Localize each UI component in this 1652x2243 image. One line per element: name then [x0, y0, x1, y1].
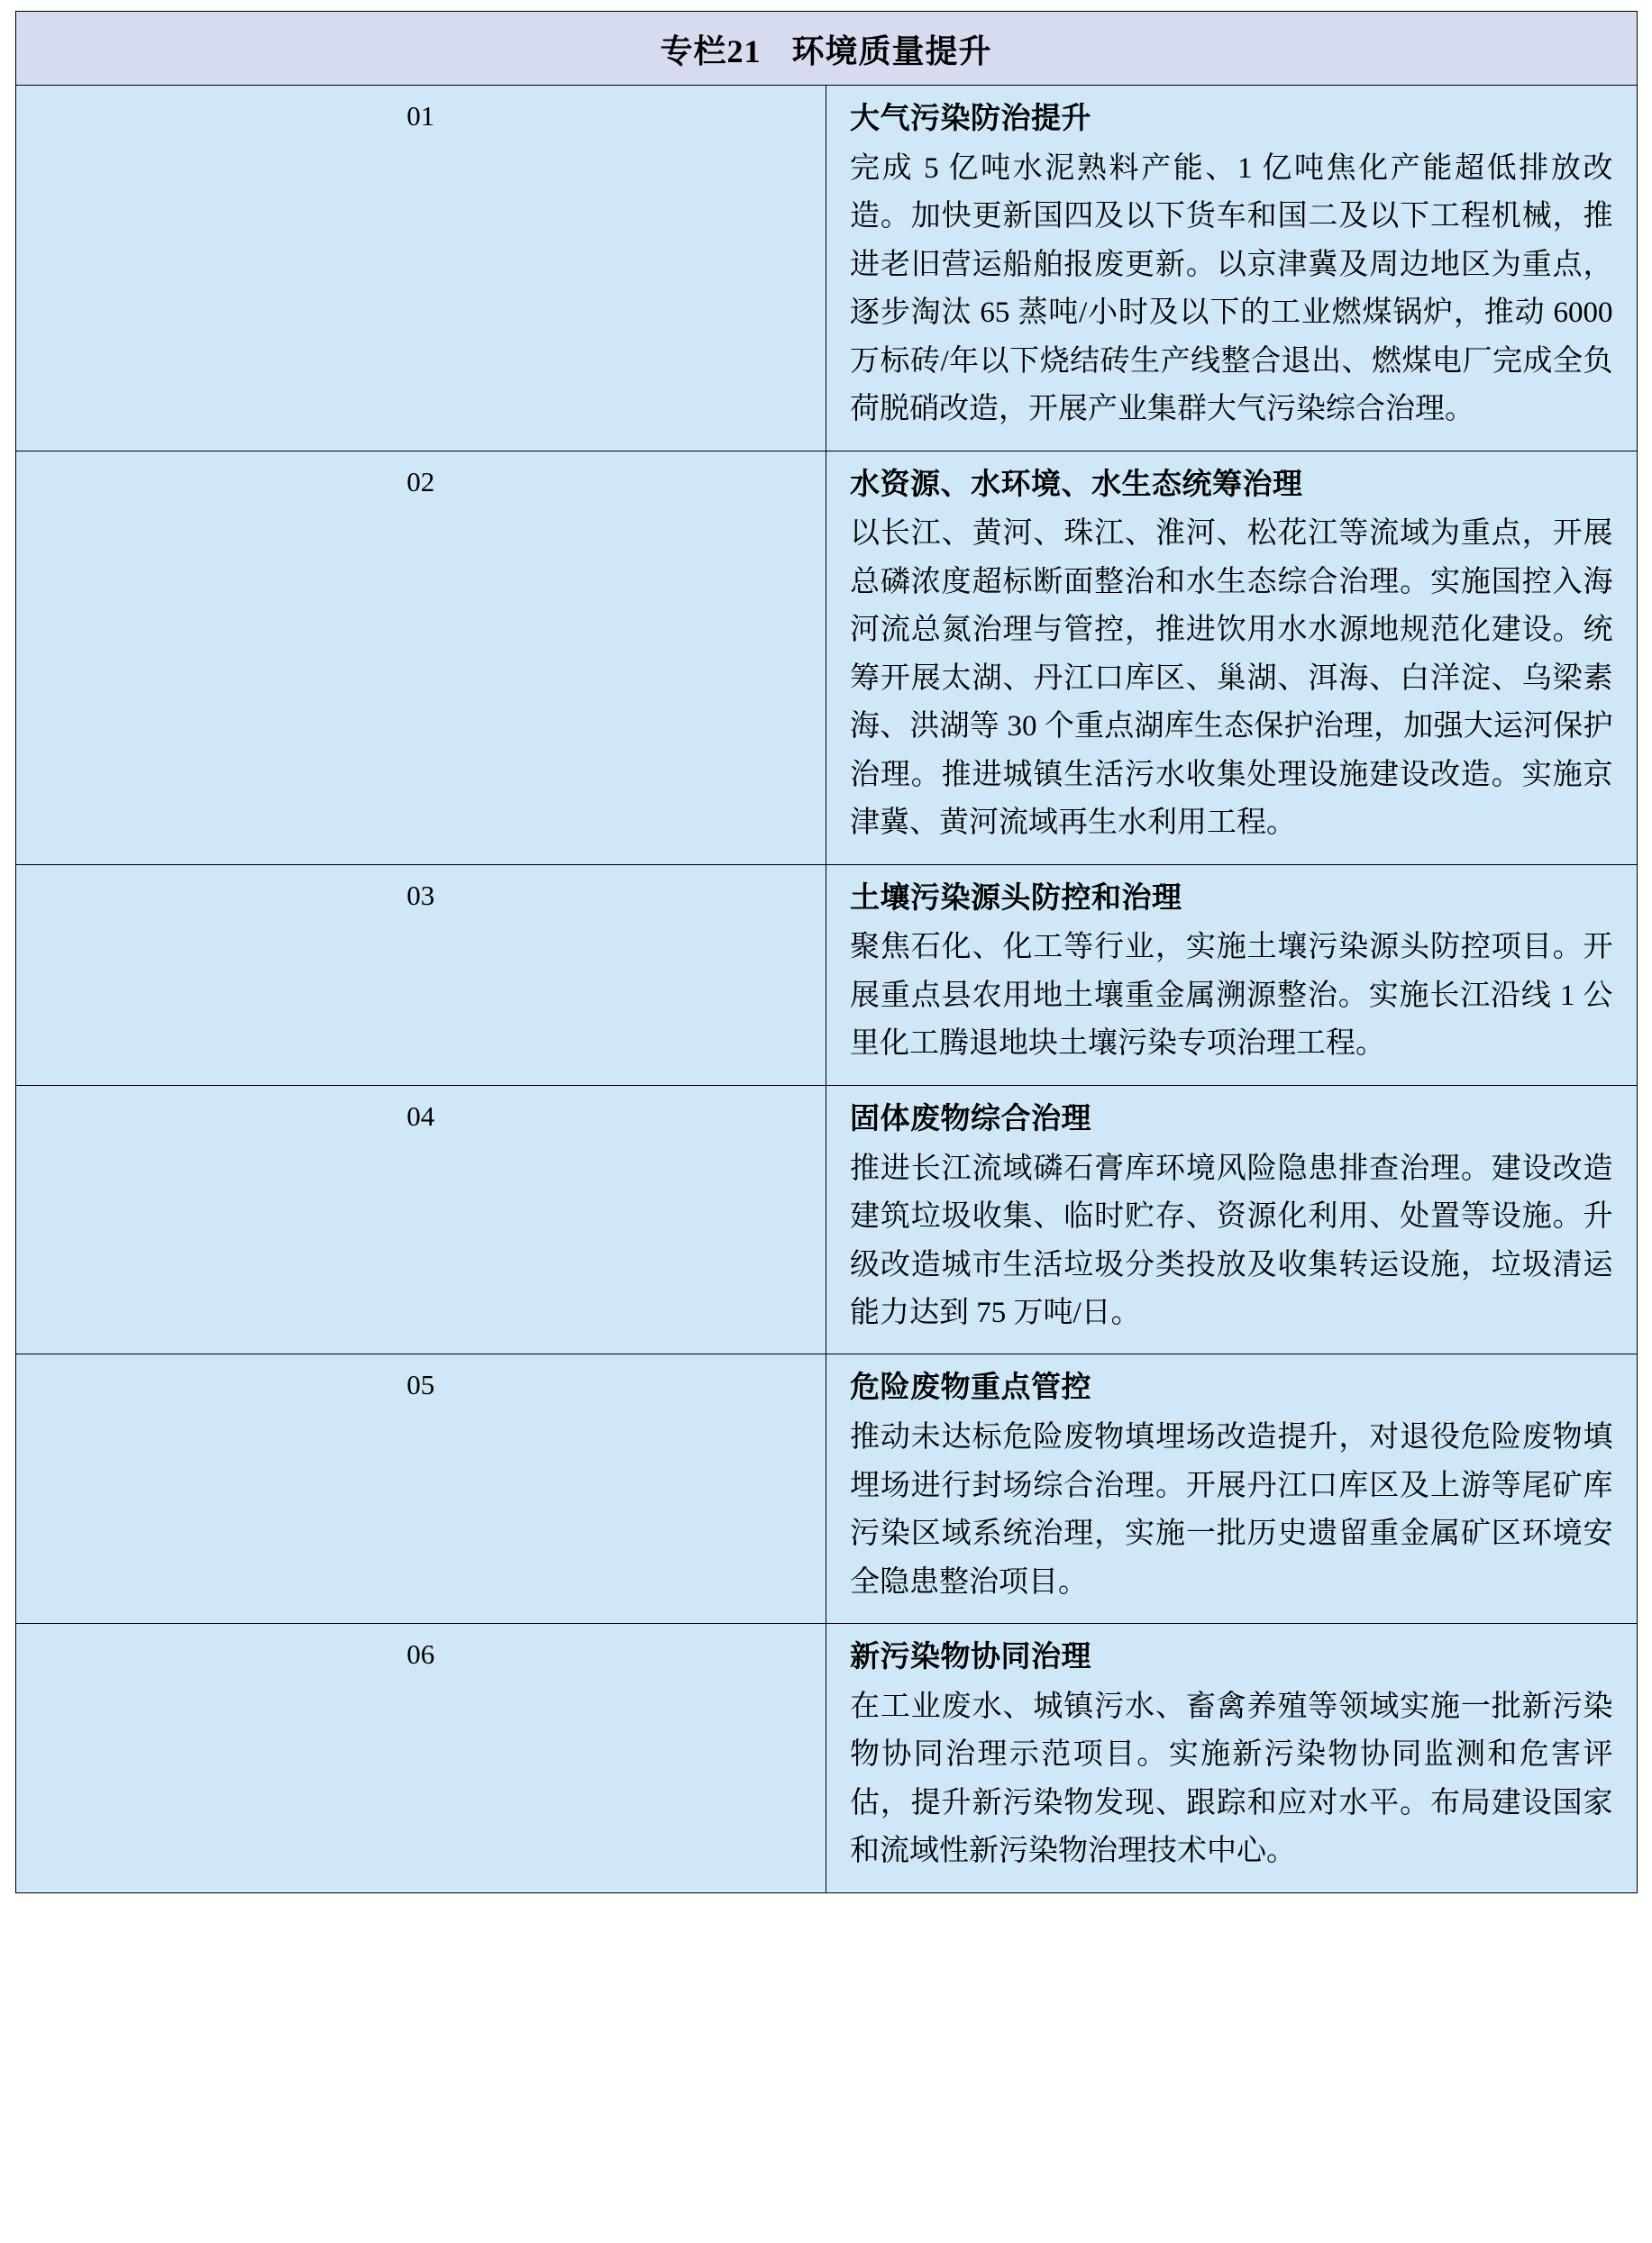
table-row: [15, 86, 1637, 451]
item-content: [826, 1085, 1638, 1354]
item-body: 以长江、黄河、珠江、淮河、松花江等流域为重点，开展总磷浓度超标断面整治和水生态综合治理。实施国控入海河流总氮治理与管控，推进饮用水水源地规范化建设。统筹开展太湖、丹江口库区、巢湖、洱海、白洋淀、乌梁素海、洪湖等 30 个重点湖库生态保护治理，加强大运河保护治理。推进城镇生活污水收集处理设施建设改造。实施京津冀、黄河流域再生水利用工程。: [850, 517, 1613, 840]
item-number: 04: [15, 1085, 826, 1354]
item-number: 05: [15, 1354, 826, 1624]
box-title: [15, 12, 1637, 86]
item-content: [826, 864, 1638, 1085]
item-content: [826, 1624, 1638, 1893]
item-content: [826, 1354, 1638, 1624]
item-content: [826, 451, 1638, 864]
item-heading: 新污染物协同治理: [850, 1641, 1091, 1674]
item-body: 推动未达标危险废物填埋场改造提升，对退役危险废物填埋场进行封场综合治理。开展丹江口库区及上游等尾矿库污染区域系统治理，实施一批历史遗留重金属矿区环境安全隐患整治项目。: [850, 1421, 1613, 1599]
table-row: [15, 1354, 1637, 1624]
item-body: 在工业废水、城镇污水、畜禽养殖等领域实施一批新污染物协同治理示范项目。实施新污染物协同监测和危害评估，提升新污染物发现、跟踪和应对水平。布局建设国家和流域性新污染物治理技术中心。: [850, 1690, 1613, 1868]
item-number: 03: [15, 864, 826, 1085]
feature-box-table: [15, 11, 1638, 1893]
item-heading: 固体废物综合治理: [850, 1102, 1091, 1135]
item-heading: 水资源、水环境、水生态统筹治理: [850, 468, 1303, 501]
item-body: 推进长江流域磷石膏库环境风险隐患排查治理。建设改造建筑垃圾收集、临时贮存、资源化利用、处置等设施。升级改造城市生活垃圾分类投放及收集转运设施，垃圾清运能力达到 75 万吨/日。: [850, 1152, 1613, 1329]
box-title-main: 环境质量提升: [791, 33, 992, 69]
table-row: [15, 1624, 1637, 1893]
table-title-row: [15, 12, 1637, 86]
item-content: [826, 86, 1638, 451]
item-body: 完成 5 亿吨水泥熟料产能、1 亿吨焦化产能超低排放改造。加快更新国四及以下货车和国二及以下工程机械，推进老旧营运船舶报废更新。以京津冀及周边地区为重点，逐步淘汰 65 蒸吨/小时及以下的工业燃煤锅炉，推动 6000 万标砖/年以下烧结砖生产线整合退出、燃煤电厂完成全负荷脱硝改造，开展产业集群大气污染综合治理。: [850, 151, 1613, 426]
table-row: [15, 864, 1637, 1085]
item-heading: 大气污染防治提升: [850, 103, 1091, 135]
item-heading: 土壤污染源头防控和治理: [850, 881, 1182, 915]
table-row: [15, 451, 1637, 864]
item-body: 聚焦石化、化工等行业，实施土壤污染源头防控项目。开展重点县农用地土壤重金属溯源整治。实施长江沿线 1 公里化工腾退地块土壤污染专项治理工程。: [850, 931, 1613, 1061]
table-row: [15, 1085, 1637, 1354]
item-number: 02: [15, 451, 826, 864]
item-heading: 危险废物重点管控: [850, 1372, 1091, 1405]
box-title-prefix: 专栏21: [660, 33, 762, 69]
item-number: 01: [15, 86, 826, 451]
item-number: 06: [15, 1624, 826, 1893]
